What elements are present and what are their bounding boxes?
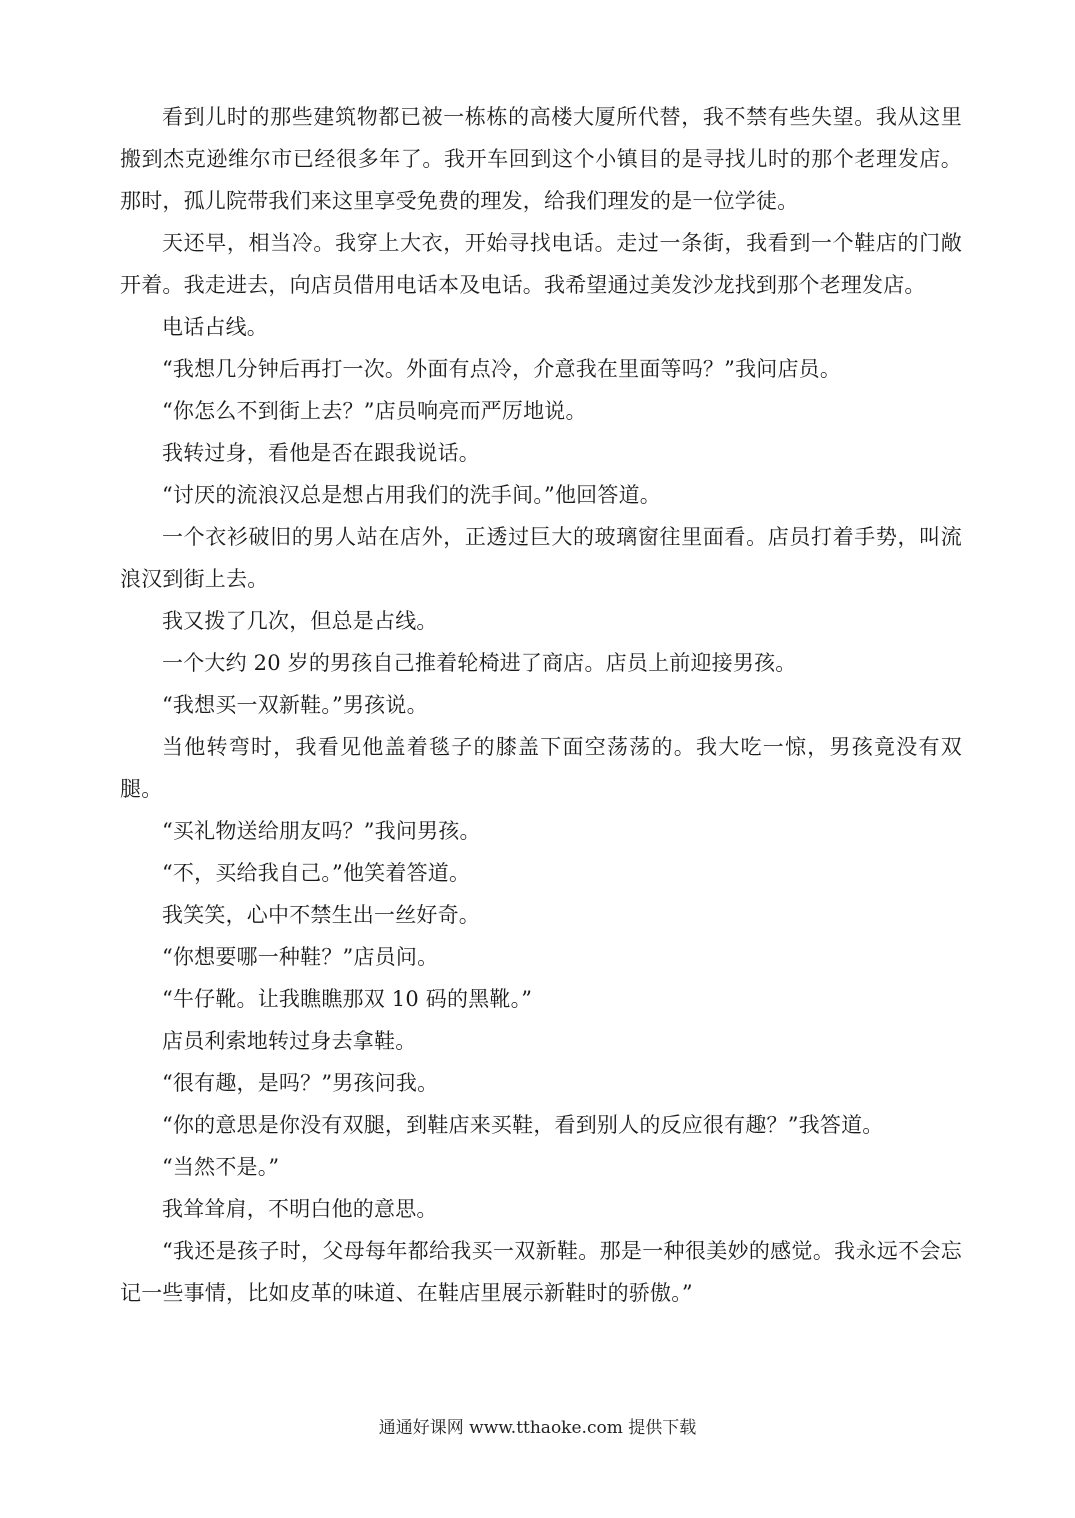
paragraph-2: 天还早，相当冷。我穿上大衣，开始寻找电话。走过一条街，我看到一个鞋店的门敞开着。我走进去，向店员借用电话本及电话。我希望通过美发沙龙找到那个老理发店。	[120, 231, 962, 297]
paragraph-5: “你怎么不到街上去？”店员响亮而严厉地说。	[162, 399, 587, 423]
paragraph-11: “我想买一双新鞋。”男孩说。	[162, 693, 428, 717]
paragraph-19: “很有趣，是吗？”男孩问我。	[162, 1071, 439, 1095]
paragraph-3: 电话占线。	[162, 315, 268, 339]
paragraph-18: 店员利索地转过身去拿鞋。	[162, 1029, 417, 1053]
paragraph-15: 我笑笑，心中不禁生出一丝好奇。	[162, 903, 480, 927]
paragraph-23: “我还是孩子时，父母每年都给我买一双新鞋。那是一种很美妙的感觉。我永远不会忘记一些事情，比如皮革的味道、在鞋店里展示新鞋时的骄傲。”	[120, 1239, 962, 1305]
paragraph-21: “当然不是。”	[162, 1155, 280, 1179]
paragraph-8: 一个衣衫破旧的男人站在店外，正透过巨大的玻璃窗往里面看。店员打着手势，叫流浪汉到街上去。	[120, 525, 962, 591]
document-body	[120, 96, 962, 1314]
page-footer: 通通好课网 www.tthaoke.com 提供下载	[378, 1418, 697, 1438]
paragraph-10: 一个大约 20 岁的男孩自己推着轮椅进了商店。店员上前迎接男孩。	[162, 651, 797, 675]
paragraph-13: “买礼物送给朋友吗？”我问男孩。	[162, 819, 481, 843]
paragraph-4: “我想几分钟后再打一次。外面有点冷，介意我在里面等吗？”我问店员。	[162, 357, 842, 381]
paragraph-1: 看到儿时的那些建筑物都已被一栋栋的高楼大厦所代替，我不禁有些失望。我从这里搬到杰克逊维尔市已经很多年了。我开车回到这个小镇目的是寻找儿时的那个老理发店。那时，孤儿院带我们来这里享受免费的理发，给我们理发的是一位学徒。	[120, 105, 962, 213]
paragraph-6: 我转过身，看他是否在跟我说话。	[162, 441, 480, 465]
paragraph-17: “牛仔靴。让我瞧瞧那双 10 码的黑靴。”	[162, 987, 533, 1011]
paragraph-14: “不，买给我自己。”他笑着答道。	[162, 861, 471, 885]
paragraph-20: “你的意思是你没有双腿，到鞋店来买鞋，看到别人的反应很有趣？”我答道。	[162, 1113, 884, 1137]
paragraph-7: “讨厌的流浪汉总是想占用我们的洗手间。”他回答道。	[162, 483, 661, 507]
paragraph-16: “你想要哪一种鞋？”店员问。	[162, 945, 439, 969]
paragraph-22: 我耸耸肩，不明白他的意思。	[162, 1197, 438, 1221]
paragraph-9: 我又拨了几次，但总是占线。	[162, 609, 438, 633]
paragraph-12: 当他转弯时，我看见他盖着毯子的膝盖下面空荡荡的。我大吃一惊，男孩竟没有双腿。	[120, 735, 962, 801]
